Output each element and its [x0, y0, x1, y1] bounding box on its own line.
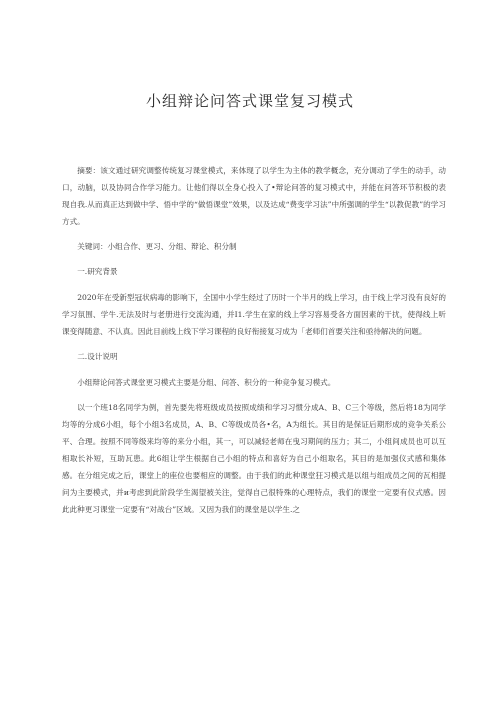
design-paragraph-intro: 小组辩论问答式课堂更习模式主要是分组、问答、积分的一种竞争复习模式。: [77, 378, 336, 387]
section-heading-design: 二.设计说明: [77, 352, 118, 361]
keywords-paragraph: 关键词：小组合作、更习、分组、辩论、积分制: [77, 242, 237, 251]
document-title: 小组辩论问答式课堂复习模式: [145, 92, 354, 110]
abstract-paragraph: 摘要：该文通过研究调整传统复习课堂模式，来体现了以学生为主体的教学概念，充分调动了学生的动手，动口，动脑，以及协同合作学习能力。让他们得以全身心投入了•辩论问答的复习模式中，并能在问答环节积极的表现自我.从而真正达到做中学、悟中学的“做悟课堂”效果，以及达成“费变学习法”中所强调的学生“以教促教”的学习方式。: [62, 166, 446, 226]
section-heading-background: 一.研究背景: [77, 267, 118, 276]
background-paragraph: 2020年在受新型冠状病毒的影响下，全国中小学生经过了历时一个半月的线上学习，由于线上学习没有良好的学习氛围、学牛.无法及时与老册进行交流沟通，并I1.学生在家的线上学习容易受各方面因素的干扰，使得线上听课变得随意、不认真。因此目前线上线下学习课程的良好衔接复习成为「老师们首要关注和亟待解决的问题。: [62, 293, 446, 336]
document-body: [62, 162, 446, 526]
design-paragraph-grouping: 以一个班18名同学为例，首先要先将班级成员按照成绩和学习习惯分成A、B、C三个等级，然后将18为同学均等的分成6小组，每个小组3名成员，A、B、C等级成员各•名，A为组长。其目的是保证后期形成的竞争关系公平、合理。按照不同等级来均等的来分小组，其一，可以减轻老师在曳习期间的压力；其二，小组间成员也可以互相取长补短，互助瓦患。此6组让学生根据自己小组的特点和喜好为自己小组取名，其目的是加强仪式感和集体感。在分组完成之后，课堂上的座位也要相应的调整。由于我们的此种课堂狂习模式是以组与组成员之间的瓦相提问为主要模式，并и考虑到此阶段学生渴望被关注，觉得自己很特殊的心理特点，我们的课堂一定要有仪式感。因此此种更习课堂一定要有“对战台”区域。又因为我们的课堂是以学生.之: [62, 403, 446, 514]
